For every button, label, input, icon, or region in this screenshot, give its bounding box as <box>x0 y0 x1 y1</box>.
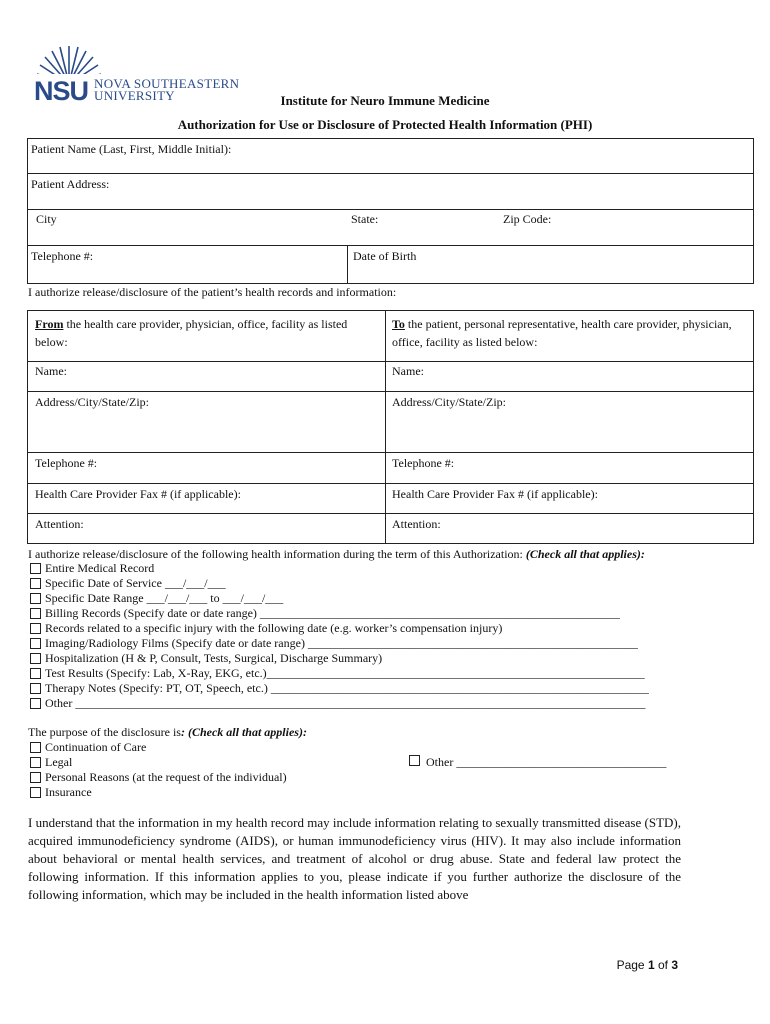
info-item-label-5: Records related to a specific injury with the following date (e.g. worker’s compensation injury) <box>45 621 503 635</box>
info-item-checkbox-1[interactable] <box>30 563 41 574</box>
info-section-intro <box>28 547 645 562</box>
info-item-label-9: Therapy Notes (Specify: PT, OT, Speech, etc.) _______________________________________________________________ <box>45 681 649 695</box>
info-item-label-4: Billing Records (Specify date or date range) ____________________________________________________________ <box>45 606 620 620</box>
purpose-item-label-4: Insurance <box>45 785 92 799</box>
disclosure-paragraph: I understand that the information in my health record may include information relating to sexually transmitted disease (STD), acquired immunodeficiency syndrome (AIDS), or human immunodeficiency virus (HIV). It may also include information about behavioral or mental health services, and treatment of alcohol or drug abuse. State and federal law protect the following information. If this information applies to you, please indicate if you further authorize the disclosure of the following information, which may be included in the health information listed above <box>28 815 681 902</box>
from-attention-field[interactable]: Attention: <box>35 517 84 531</box>
info-item-label-10: Other _______________________________________________________________________________________________ <box>45 696 646 710</box>
to-fax-field[interactable]: Health Care Provider Fax # (if applicable): <box>392 487 598 501</box>
to-attention-field[interactable]: Attention: <box>392 517 441 531</box>
logo-mark: NSU <box>34 76 89 106</box>
info-intro-text: I authorize release/disclosure of the following health information during the term of this Authorization: <box>28 547 526 561</box>
institute-title: Institute for Neuro Immune Medicine <box>280 93 490 108</box>
from-telephone-field[interactable]: Telephone #: <box>35 456 98 470</box>
purpose-item-label-3: Personal Reasons (at the request of the individual) <box>45 770 287 784</box>
purpose-other-checkbox[interactable] <box>409 755 420 766</box>
purpose-item-checkbox-3[interactable] <box>30 772 41 783</box>
form-title: Authorization for Use or Disclosure of Protected Health Information (PHI) <box>177 117 593 132</box>
to-heading-rest: the patient, personal representative, health care provider, physician, office, facility as listed below: <box>392 317 732 349</box>
info-item-checkbox-9[interactable] <box>30 683 41 694</box>
info-item-label-1: Entire Medical Record <box>45 561 155 575</box>
purpose-item-label-2: Legal <box>45 755 73 769</box>
state-field[interactable]: State: <box>351 212 379 226</box>
telephone-field[interactable]: Telephone #: <box>31 249 94 263</box>
from-name-field[interactable]: Name: <box>35 364 67 378</box>
to-address-field[interactable]: Address/City/State/Zip: <box>392 395 506 409</box>
info-item-checkbox-10[interactable] <box>30 698 41 709</box>
purpose-item-label-1: Continuation of Care <box>45 740 147 754</box>
city-field[interactable]: City <box>36 212 57 226</box>
page-number <box>617 958 678 972</box>
info-item-checkbox-6[interactable] <box>30 638 41 649</box>
from-heading <box>35 315 375 351</box>
logo-line2: UNIVERSITY <box>94 88 175 103</box>
purpose-intro-bold: : (Check all that applies): <box>180 725 307 739</box>
from-heading-rest: the health care provider, physician, office, facility as listed below: <box>35 317 348 349</box>
info-intro-bold: (Check all that applies): <box>525 547 645 561</box>
to-heading-strong: To <box>392 317 405 331</box>
to-telephone-field[interactable]: Telephone #: <box>392 456 455 470</box>
purpose-intro-text: The purpose of the disclosure is <box>28 725 181 739</box>
info-item-checkbox-8[interactable] <box>30 668 41 679</box>
purpose-item-checkbox-4[interactable] <box>30 787 41 798</box>
purpose-section-intro <box>28 725 307 740</box>
patient-name-field[interactable]: Patient Name (Last, First, Middle Initial): <box>31 142 232 156</box>
info-item-checkbox-7[interactable] <box>30 653 41 664</box>
purpose-other-label: Other ___________________________________ <box>426 755 667 769</box>
info-item-checkbox-2[interactable] <box>30 578 41 589</box>
from-heading-strong: From <box>35 317 64 331</box>
page-current: 1 <box>647 958 655 972</box>
page-prefix: Page <box>616 958 648 972</box>
patient-address-field[interactable]: Patient Address: <box>31 177 110 191</box>
from-fax-field[interactable]: Health Care Provider Fax # (if applicable): <box>35 487 241 501</box>
info-item-checkbox-5[interactable] <box>30 623 41 634</box>
info-item-label-2: Specific Date of Service ___/___/___ <box>45 576 226 590</box>
from-address-field[interactable]: Address/City/State/Zip: <box>35 395 149 409</box>
page-total: 3 <box>671 958 678 972</box>
info-item-label-3: Specific Date Range ___/___/___ to ___/___/___ <box>45 591 284 605</box>
to-name-field[interactable]: Name: <box>392 364 424 378</box>
info-item-label-8: Test Results (Specify: Lab, X-Ray, EKG, etc.)_______________________________________________________________ <box>45 666 645 680</box>
info-item-label-7: Hospitalization (H & P, Consult, Tests, Surgical, Discharge Summary) <box>45 651 383 665</box>
page-mid: of <box>654 958 672 972</box>
authorize-records-text: I authorize release/disclosure of the patient’s health records and information: <box>28 285 397 299</box>
logo-line1: NOVA SOUTHEASTERN <box>94 76 240 91</box>
dob-field[interactable]: Date of Birth <box>353 249 417 263</box>
zip-field[interactable]: Zip Code: <box>503 212 552 226</box>
to-heading <box>392 315 742 351</box>
info-item-checkbox-3[interactable] <box>30 593 41 604</box>
purpose-item-checkbox-1[interactable] <box>30 742 41 753</box>
info-item-label-6: Imaging/Radiology Films (Specify date or date range) _______________________________________________________ <box>45 636 638 650</box>
info-item-checkbox-4[interactable] <box>30 608 41 619</box>
purpose-item-checkbox-2[interactable] <box>30 757 41 768</box>
